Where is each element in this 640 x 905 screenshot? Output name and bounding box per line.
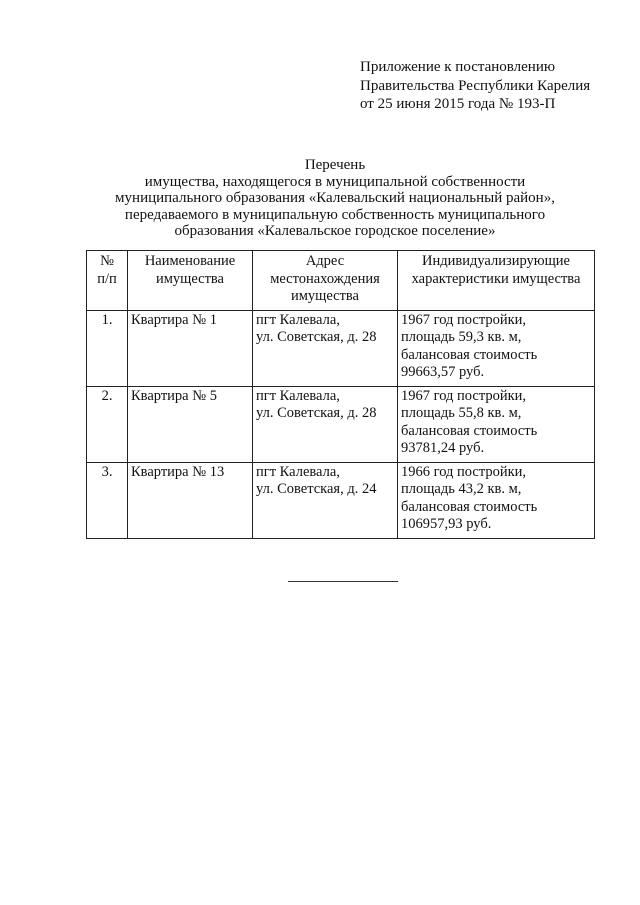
row-number: 1. xyxy=(87,310,128,386)
appendix-line: Правительства Республики Карелия xyxy=(360,77,591,94)
header-number: № п/п xyxy=(87,251,128,311)
closing-divider xyxy=(288,581,398,582)
header-address: Адрес местонахождения имущества xyxy=(253,251,398,311)
row-name: Квартира № 5 xyxy=(128,386,253,462)
appendix-line: Приложение к постановлению xyxy=(360,59,556,75)
table-row xyxy=(87,462,595,538)
title-line: имущества, находящегося в муниципальной собственности xyxy=(144,173,526,190)
appendix-header xyxy=(360,58,590,114)
row-name: Квартира № 1 xyxy=(128,310,253,386)
row-address: пгт Калевала, ул. Советская, д. 28 xyxy=(253,310,398,386)
table-row xyxy=(87,386,595,462)
header-characteristics: Индивидуализирующие характеристики имущества xyxy=(398,251,595,311)
title-line: образования «Калевальское городское поселение» xyxy=(174,223,496,239)
row-characteristics: 1966 год постройки, площадь 43,2 кв. м, балансовая стоимость 106957,93 руб. xyxy=(398,462,595,538)
document-title xyxy=(80,157,590,240)
row-name: Квартира № 13 xyxy=(128,462,253,538)
row-address: пгт Калевала, ул. Советская, д. 28 xyxy=(253,386,398,462)
row-characteristics: 1967 год постройки, площадь 55,8 кв. м, балансовая стоимость 93781,24 руб. xyxy=(398,386,595,462)
title-line: Перечень xyxy=(304,157,366,173)
table-row xyxy=(87,310,595,386)
row-number: 2. xyxy=(87,386,128,462)
title-line: передаваемого в муниципальную собственность муниципального xyxy=(124,206,546,223)
row-number: 3. xyxy=(87,462,128,538)
title-line: муниципального образования «Калевальский национальный район», xyxy=(115,190,555,206)
table-header-row xyxy=(87,251,595,311)
row-address: пгт Калевала, ул. Советская, д. 24 xyxy=(253,462,398,538)
row-characteristics: 1967 год постройки, площадь 59,3 кв. м, балансовая стоимость 99663,57 руб. xyxy=(398,310,595,386)
appendix-line: от 25 июня 2015 года № 193-П xyxy=(360,96,556,112)
property-table xyxy=(86,250,595,539)
header-name: Наименование имущества xyxy=(128,251,253,311)
